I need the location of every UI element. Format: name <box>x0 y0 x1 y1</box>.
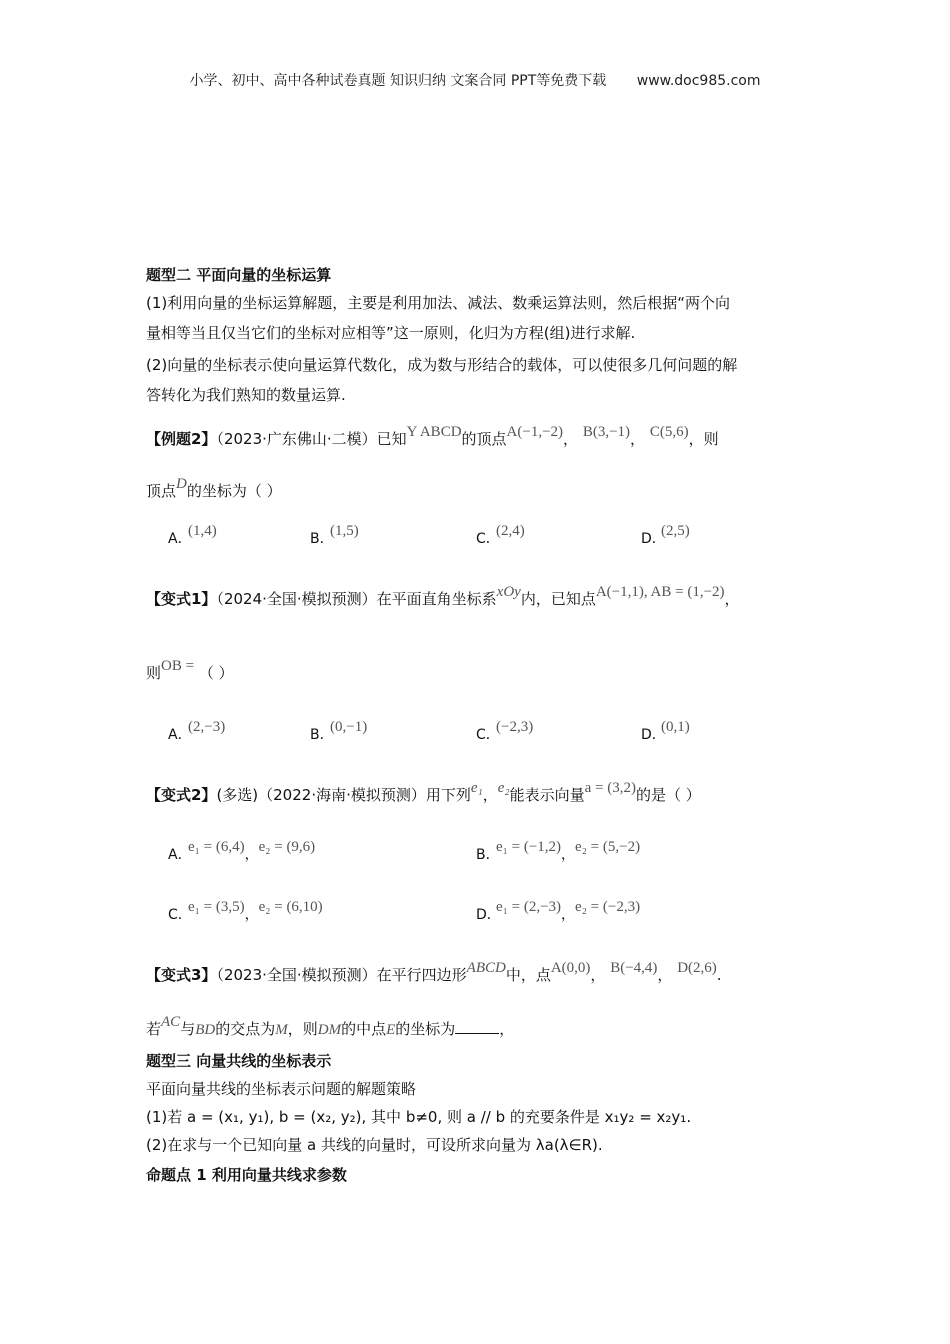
variant-2-source: (多选)（2022·海南·模拟预测）用下列 <box>216 786 471 804</box>
variant-1-option-c[interactable] <box>476 719 534 744</box>
option-value: (2,5) <box>661 523 690 539</box>
section-3-title: 题型三 向量共线的坐标表示 <box>146 1052 332 1070</box>
section-2-para-2a: (2)向量的坐标表示使向量运算代数化，成为数与形结合的载体，可以使很多几何问题的解 <box>146 356 738 374</box>
option-label: A． <box>168 531 192 547</box>
variant-1-ob: OB = <box>161 658 195 674</box>
option-label: B． <box>476 847 500 863</box>
section-2-para-1b: 量相等当且仅当它们的坐标对应相等”这一原则，化归为方程(组)进行求解. <box>146 324 636 342</box>
variant-3-source: （2023·全国·模拟预测）在平行四边形 <box>216 966 467 984</box>
option-value: (0,−1) <box>330 719 368 735</box>
variant-3-text-3: 与 <box>180 1020 196 1038</box>
option-value-2: e₂ = (−2,3) <box>575 899 641 915</box>
section-3-subtitle: 平面向量共线的坐标表示问题的解题策略 <box>146 1080 417 1098</box>
variant-3-dm: DM <box>317 1022 342 1038</box>
variant-1-option-b[interactable] <box>310 719 368 744</box>
example-2-text-2: ，则 <box>688 430 719 448</box>
header-text: 小学、初中、高中各种试卷真题 知识归纳 文案合同 PPT等免费下载 <box>189 73 607 89</box>
option-value: (2,−3) <box>188 719 226 735</box>
example-2-question-2 <box>146 476 282 501</box>
option-label: B． <box>310 531 334 547</box>
proposition-1-title: 命题点 1 利用向量共线求参数 <box>146 1166 347 1184</box>
example-2-tag: 【例题2】 <box>146 430 217 448</box>
example-2-parallelogram: Y ABCD <box>406 424 462 440</box>
variant-3-point-d: D(2,6) <box>677 960 717 976</box>
option-value: (−2,3) <box>496 719 534 735</box>
variant-3-text-6: 的中点 <box>341 1020 387 1038</box>
example-2-text-1: 的顶点 <box>461 430 507 448</box>
option-value: (1,5) <box>330 523 359 539</box>
option-label: C． <box>168 907 192 923</box>
option-label: D． <box>476 907 501 923</box>
variant-3-point-a: A(0,0) <box>550 960 591 976</box>
variant-1-text-2: 则 <box>146 664 162 682</box>
variant-2-option-d[interactable]: D．e₁ = (2,−3)，e₂ = (−2,3) <box>476 899 641 923</box>
variant-2-e1: e₁ <box>470 780 483 796</box>
variant-3-text-4: 的交点为 <box>215 1020 276 1038</box>
example-2-option-a[interactable] <box>168 523 217 548</box>
variant-3-question-2: 若AC与BD的交点为M，则DM的中点E的坐标为 ， <box>146 1014 515 1038</box>
header-url[interactable]: www.doc985.com <box>636 73 761 89</box>
variant-1-xoy: xOy <box>496 584 521 600</box>
option-label: C． <box>476 531 500 547</box>
option-value-1: e₁ = (6,4) <box>188 839 245 855</box>
variant-3-question: 【变式3】（2023·全国·模拟预测）在平行四边形ABCD中，点A(0,0)， B(−4,4)， D(2,6). <box>146 960 722 984</box>
variant-1-tag: 【变式1】 <box>146 590 217 608</box>
option-label: B． <box>310 727 334 743</box>
variant-3-ac: AC <box>161 1014 181 1030</box>
section-2-para-2b: 答转化为我们熟知的数量运算. <box>146 386 346 404</box>
example-2-point-c: C(5,6) <box>649 424 689 440</box>
variant-2-vector-a: a = (3,2) <box>584 780 636 796</box>
example-2-option-d[interactable] <box>641 523 690 548</box>
variant-2-e2: e₂ <box>497 780 510 796</box>
example-2-text-4: 的坐标为（ ） <box>186 482 282 500</box>
example-2-source: （2023·广东佛山·二模）已知 <box>216 430 407 448</box>
example-2-point-d: D <box>176 476 187 492</box>
section-3-para-1: (1)若 a = (x₁, y₁), b = (x₂, y₂), 其中 b≠0, 则 a // b 的充要条件是 x₁y₂ = x₂y₁. <box>146 1108 692 1126</box>
variant-2-tag: 【变式2】 <box>146 786 217 804</box>
example-2-option-c[interactable] <box>476 523 525 548</box>
variant-1-paren: （ ） <box>198 664 234 682</box>
option-value: (2,4) <box>496 523 525 539</box>
variant-2-option-a[interactable]: A．e₁ = (6,4)，e₂ = (9,6) <box>168 839 316 863</box>
variant-1-option-d[interactable] <box>641 719 690 744</box>
variant-1-option-a[interactable] <box>168 719 226 744</box>
option-value-2: e₂ = (6,10) <box>258 899 323 915</box>
variant-1-text-1: 内，已知点 <box>520 590 596 608</box>
variant-1-condition: A(−1,1), AB = (1,−2) <box>595 584 725 600</box>
variant-3-tag: 【变式3】 <box>146 966 217 984</box>
variant-3-bd: BD <box>195 1022 216 1038</box>
variant-2-text-1: 能表示向量 <box>509 786 585 804</box>
section-3-para-2: (2)在求与一个已知向量 a 共线的向量时，可设所求向量为 λa(λ∈R). <box>146 1136 603 1154</box>
option-label: D． <box>641 727 666 743</box>
example-2-point-a: A(−1,−2) <box>506 424 564 440</box>
option-label: D． <box>641 531 666 547</box>
page-header <box>0 70 950 90</box>
variant-1-question-2 <box>146 658 234 683</box>
example-2-text-3: 顶点 <box>146 482 177 500</box>
variant-3-text-7: 的坐标为 <box>395 1020 456 1038</box>
example-2-question: 【例题2】（2023·广东佛山·二模）已知Y ABCD的顶点A(−1,−2)， B(3,−1)， C(5,6)，则 <box>146 424 719 448</box>
variant-3-point-b: B(−4,4) <box>610 960 658 976</box>
variant-3-abcd: ABCD <box>466 960 506 976</box>
option-value: (0,1) <box>661 719 690 735</box>
variant-3-e: E <box>386 1022 396 1038</box>
option-label: A． <box>168 727 192 743</box>
option-value-1: e₁ = (−1,2) <box>496 839 562 855</box>
variant-1-source: （2024·全国·模拟预测）在平面直角坐标系 <box>216 590 497 608</box>
option-value-1: e₁ = (3,5) <box>188 899 245 915</box>
variant-2-option-c[interactable]: C．e₁ = (3,5)，e₂ = (6,10) <box>168 899 323 923</box>
variant-2-option-b[interactable]: B．e₁ = (−1,2)，e₂ = (5,−2) <box>476 839 641 863</box>
answer-blank[interactable] <box>455 1033 499 1034</box>
variant-2-text-2: 的是（ ） <box>636 786 701 804</box>
option-label: C． <box>476 727 500 743</box>
option-value-2: e₂ = (5,−2) <box>575 839 641 855</box>
option-value: (1,4) <box>188 523 217 539</box>
section-2-title: 题型二 平面向量的坐标运算 <box>146 266 332 284</box>
variant-2-question: 【变式2】(多选)（2022·海南·模拟预测）用下列e₁，e₂能表示向量a = (3,2)的是（ ） <box>146 780 701 804</box>
variant-3-text-5: ，则 <box>287 1020 318 1038</box>
option-label: A． <box>168 847 192 863</box>
example-2-point-b: B(3,−1) <box>582 424 631 440</box>
section-2-para-1a: (1)利用向量的坐标运算解题，主要是利用加法、减法、数乘运算法则，然后根据“两个向 <box>146 294 731 312</box>
variant-3-text-2: 若 <box>146 1020 162 1038</box>
option-value-2: e₂ = (9,6) <box>258 839 316 855</box>
variant-3-m: M <box>275 1022 288 1038</box>
option-value-1: e₁ = (2,−3) <box>496 899 562 915</box>
example-2-option-b[interactable] <box>310 523 359 548</box>
variant-1-question: 【变式1】（2024·全国·模拟预测）在平面直角坐标系xOy内，已知点A(−1,1), AB = (1,−2)， <box>146 584 740 608</box>
variant-3-text-1: 中，点 <box>505 966 551 984</box>
